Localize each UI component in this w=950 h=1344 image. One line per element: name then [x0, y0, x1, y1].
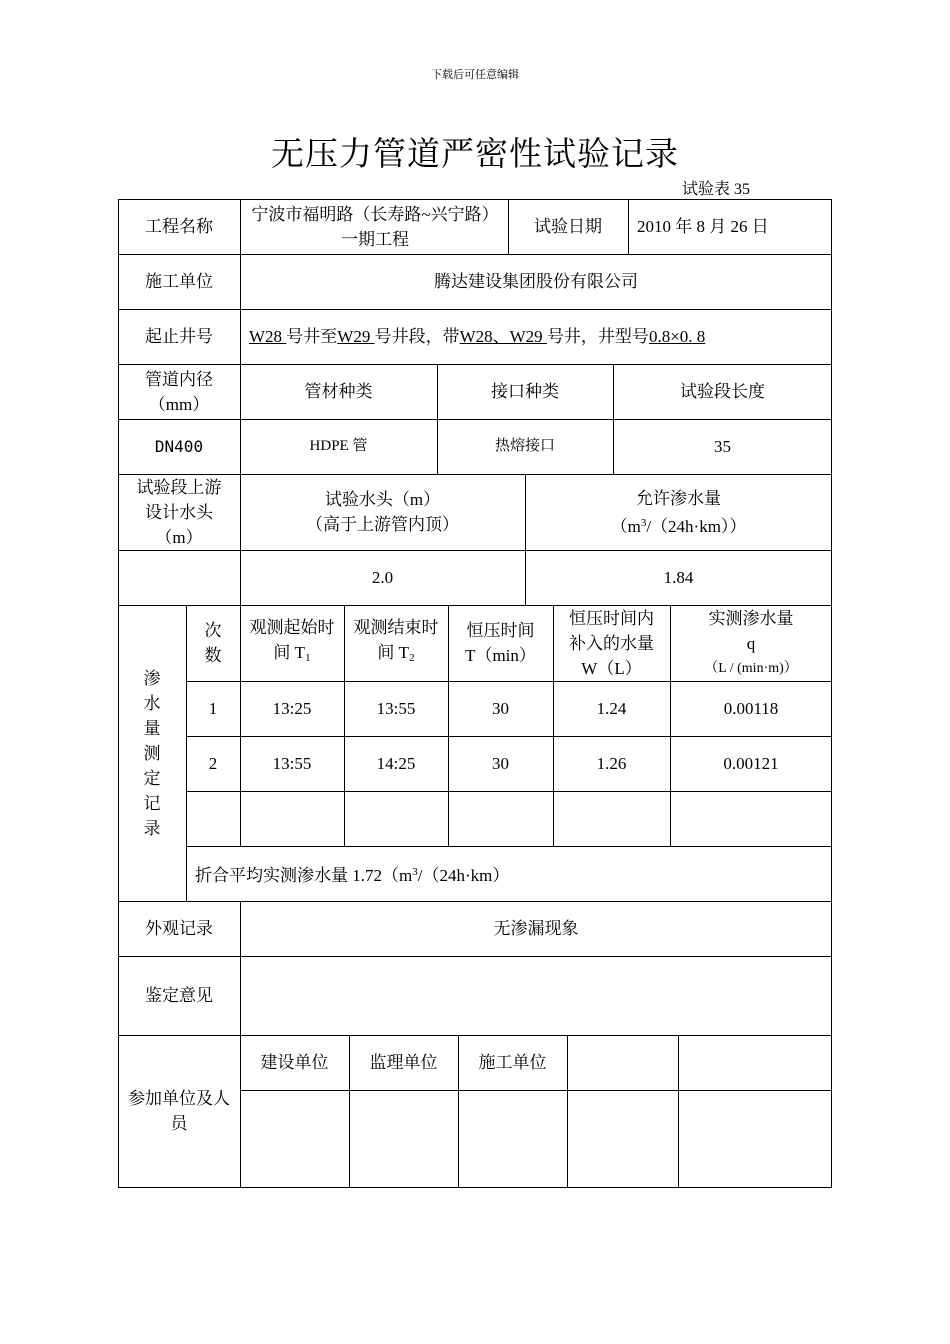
row3-duration — [448, 791, 553, 846]
form-number: 试验表 35 — [682, 181, 751, 198]
contractor-label: 施工单位 — [145, 272, 213, 291]
row1-seepage: 0.00118 — [723, 699, 779, 718]
well-type: 0.8×0. 8 — [648, 327, 706, 346]
project-name-label: 工程名称 — [145, 217, 213, 236]
well-start: W28 — [249, 327, 287, 346]
project-name-value: 宁波市福明路（长寿路~兴宁路）一期工程 — [251, 204, 499, 249]
test-date-label: 试验日期 — [534, 217, 602, 236]
row2-count: 2 — [208, 754, 218, 773]
supervisor-unit: 监理单位 — [369, 1053, 438, 1072]
upstream-head-value — [118, 550, 240, 605]
seepage-section-label: 渗水量测定记录 — [143, 668, 161, 838]
well-end: W29 — [337, 327, 375, 346]
appearance-label: 外观记录 — [145, 919, 213, 938]
page-title: 无压力管道严密性试验记录 — [271, 134, 679, 173]
test-length-value: 35 — [714, 437, 731, 456]
wells-value: W28 号井至 W29 号井段，带 W28、W29 号井，井型号 0.8×0. 8 — [240, 309, 832, 364]
col-end-time: 观测结束时间 $T_2$ — [353, 618, 439, 664]
test-head-value: 2.0 — [371, 568, 394, 587]
col-start-time: 观测起始时间 $T_1$ — [249, 618, 335, 664]
allowed-seepage-label: 允许渗水量 $(m^3/(24h\cdot km))$ — [610, 488, 747, 536]
row3-seepage — [670, 791, 832, 846]
col-duration: 恒压时间 T（min） — [465, 621, 536, 665]
col-water-added: 恒压时间内 补入的水量 W（L） — [569, 608, 654, 678]
allowed-seepage-value: 1.84 — [663, 568, 694, 587]
joint-type-label: 接口种类 — [491, 382, 559, 401]
pipe-diameter-value: DN400 — [154, 437, 204, 456]
joint-type-value: 热熔接口 — [494, 438, 555, 454]
row2-start: 13:55 — [272, 754, 312, 773]
row2-water: 1.26 — [596, 754, 627, 773]
contractor-value: 腾达建设集团股份有限公司 — [434, 272, 638, 291]
upstream-head-label: 试验段上游设计水头（m） — [136, 477, 222, 547]
wells-included: W28、W29 — [459, 327, 547, 346]
builder-unit: 施工单位 — [478, 1053, 547, 1072]
row3-water — [553, 791, 670, 846]
test-length-label: 试验段长度 — [680, 382, 765, 401]
row1-count: 1 — [208, 699, 218, 718]
col-count: 次数 — [204, 621, 222, 665]
pipe-material-label: 管材种类 — [304, 382, 373, 401]
row2-seepage: 0.00121 — [723, 754, 779, 773]
wells-label: 起止井号 — [145, 327, 213, 346]
row2-end: 14:25 — [376, 754, 416, 773]
header-note: 下载后可任意编辑 — [431, 69, 519, 81]
row1-water: 1.24 — [596, 699, 627, 718]
opinion-label: 鉴定意见 — [145, 986, 213, 1005]
row1-duration: 30 — [492, 699, 509, 718]
appearance-value: 无渗漏现象 — [493, 919, 579, 938]
row2-duration: 30 — [492, 754, 509, 773]
row3-end — [344, 791, 448, 846]
row3-start — [240, 791, 344, 846]
test-head-label: 试验水头（m） （高于上游管内顶） — [306, 490, 459, 534]
opinion-value — [240, 956, 832, 1035]
pipe-diameter-label: 管道内径（mm） — [145, 369, 213, 414]
participants-label: 参加单位及人员 — [128, 1089, 230, 1133]
row1-start: 13:25 — [272, 699, 312, 718]
test-date-value: 2010 年 8 月 26 日 — [637, 217, 769, 236]
pipe-material-value: HDPE 管 — [309, 438, 368, 454]
test-record-table — [118, 199, 832, 1188]
owner-unit: 建设单位 — [260, 1053, 329, 1072]
row1-end: 13:55 — [376, 699, 416, 718]
col-measured-seepage: 实测渗水量 q （L / (min·m)） — [704, 608, 798, 676]
average-seepage: 折合平均实测渗水量 $1.72(m^3/(24h\cdot km)$ — [195, 865, 510, 885]
row3-count — [186, 791, 240, 846]
